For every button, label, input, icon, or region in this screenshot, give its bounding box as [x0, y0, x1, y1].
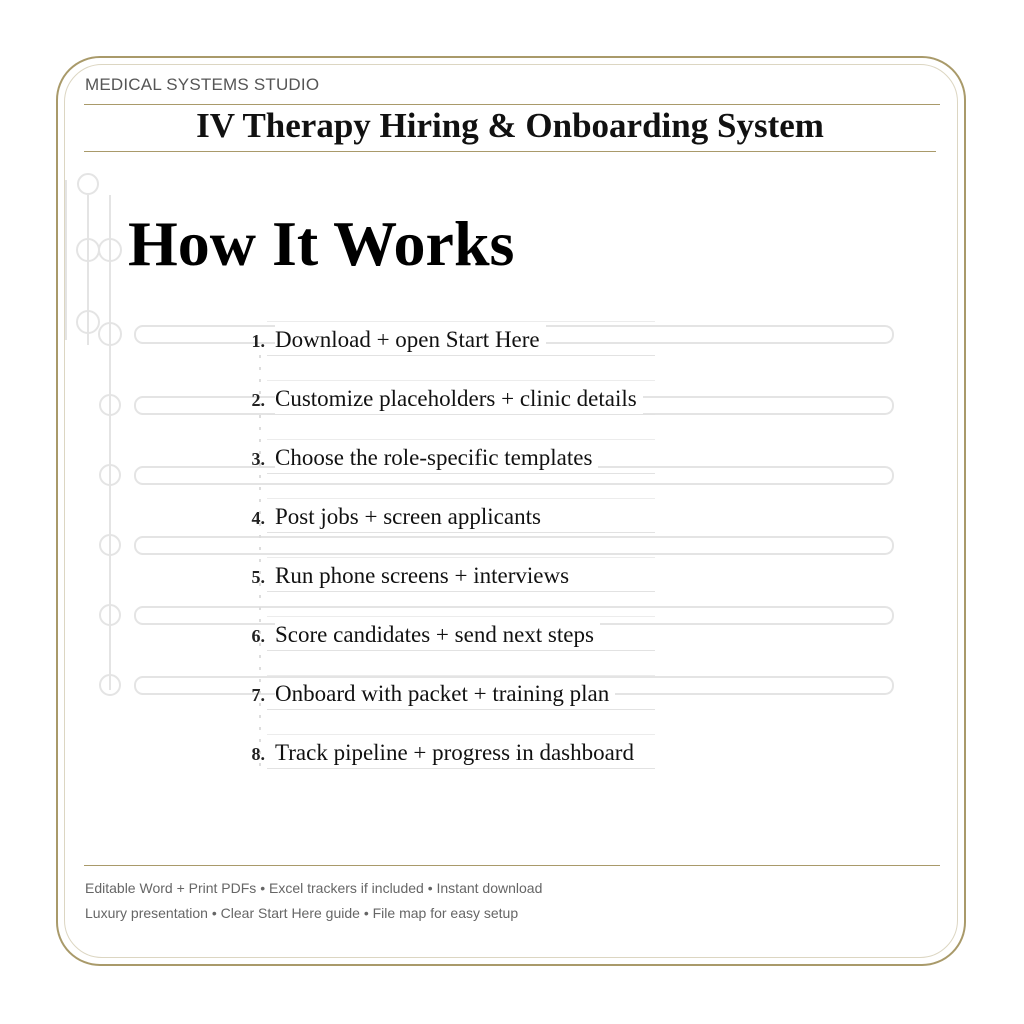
step-divider: [267, 439, 655, 440]
step-text: Onboard with packet + training plan: [275, 679, 615, 709]
step-divider: [267, 473, 655, 474]
step-text: Score candidates + send next steps: [275, 620, 600, 650]
step-number: 6.: [251, 626, 265, 646]
step-item: [237, 738, 667, 770]
step-number: 4.: [251, 508, 265, 528]
step-divider: [267, 616, 655, 617]
step-item: [237, 443, 667, 475]
product-title: IV Therapy Hiring & Onboarding System: [196, 106, 824, 145]
step-text: Run phone screens + interviews: [275, 561, 575, 591]
step-divider: [267, 650, 655, 651]
step-text: Choose the role-specific templates: [275, 443, 598, 473]
step-number: 2.: [251, 390, 265, 410]
step-divider: [267, 355, 655, 356]
step-divider: [267, 532, 655, 533]
step-divider: [267, 557, 655, 558]
step-item: [237, 679, 667, 711]
step-item: [237, 384, 667, 416]
step-divider: [267, 768, 655, 769]
step-text: Track pipeline + progress in dashboard: [275, 738, 640, 768]
step-divider: [267, 591, 655, 592]
footer-rule: [84, 865, 940, 866]
step-text: Customize placeholders + clinic details: [275, 384, 643, 414]
step-divider: [267, 709, 655, 710]
step-text: Post jobs + screen applicants: [275, 502, 547, 532]
footer-features-line-1: Editable Word + Print PDFs • Excel trackers if included • Instant download: [85, 880, 543, 896]
step-divider: [267, 734, 655, 735]
step-divider: [267, 321, 655, 322]
step-number: 1.: [251, 331, 265, 351]
page-heading: How It Works: [128, 208, 515, 279]
step-item: [237, 325, 667, 357]
step-number: 8.: [251, 744, 265, 764]
step-text: Download + open Start Here: [275, 325, 546, 355]
step-item: [237, 502, 667, 534]
header-bottom-rule: [84, 151, 936, 152]
brand-label: MEDICAL SYSTEMS STUDIO: [85, 75, 320, 94]
step-divider: [267, 498, 655, 499]
step-number: 7.: [251, 685, 265, 705]
step-item: [237, 561, 667, 593]
step-divider: [267, 414, 655, 415]
step-number: 3.: [251, 449, 265, 469]
step-item: [237, 620, 667, 652]
step-divider: [267, 380, 655, 381]
step-divider: [267, 675, 655, 676]
step-number: 5.: [251, 567, 265, 587]
footer-features-line-2: Luxury presentation • Clear Start Here guide • File map for easy setup: [85, 905, 519, 921]
